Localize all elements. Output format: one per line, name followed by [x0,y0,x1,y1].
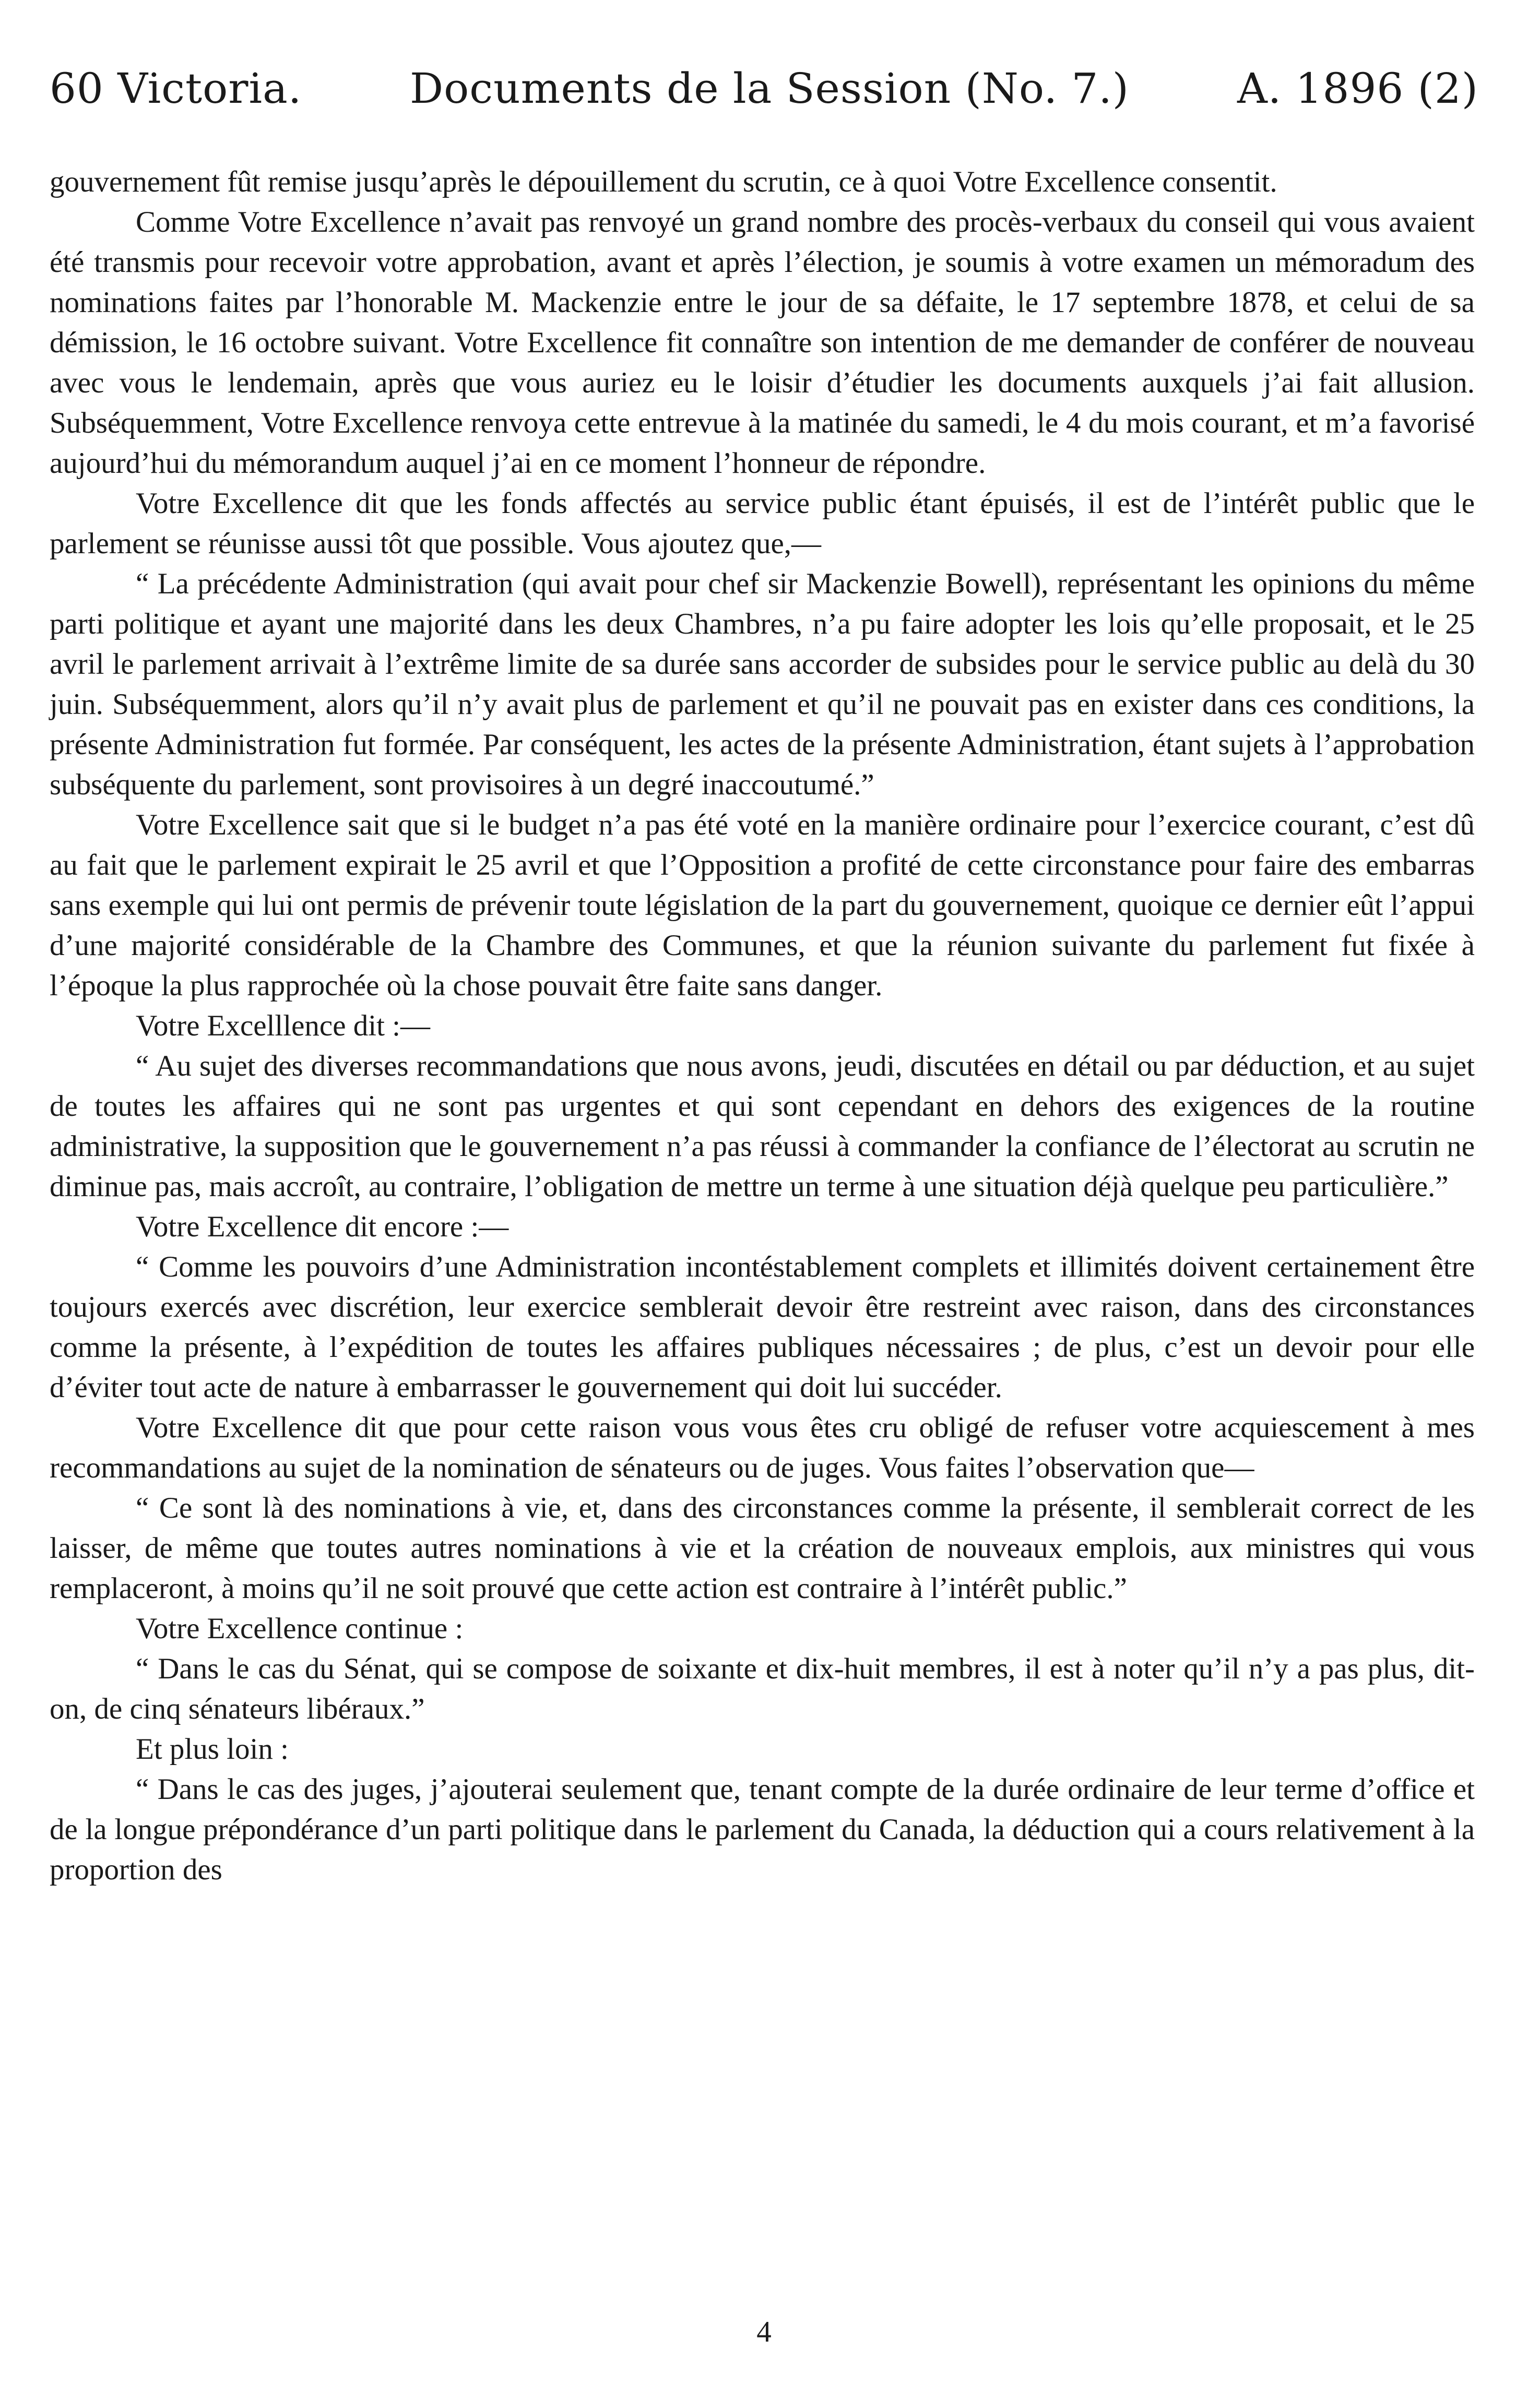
paragraph: Votre Excellence dit que pour cette raison vous vous êtes cru obligé de refuser votre acquiescement à mes recommandations au sujet de la nomination de sénateurs ou de juges. Vous faites l’observation que— [50,1411,1475,1484]
paragraph: “ Dans le cas du Sénat, qui se compose de soixante et dix-huit membres, il est à noter qu’il n’y a pas plus, dit-on, de cinq sénateurs libéraux.” [50,1652,1475,1725]
header-document-title: Documents de la Session (No. 7.) [410,64,1130,113]
paragraph: “ Au sujet des diverses recommandations que nous avons, jeudi, discutées en détail ou par déduction, et au sujet de toutes les affaires qui ne sont pas urgentes et qui sont cependant en dehors des exigences de la routine administrative, la supposition que le gouvernement n’a pas réussi à commander la confiance de l’électorat au scrutin ne diminue pas, mais accroît, au contraire, l’obligation de mettre un terme à une situation déjà quelque peu particulière.” [50,1050,1475,1203]
paragraph: “ Dans le cas des juges, j’ajouterai seulement que, tenant compte de la durée ordinaire de leur terme d’office et de la longue prépondérance d’un parti politique dans le parlement du Canada, la déduction qui a cours relativement à la proportion des [50,1773,1475,1886]
paragraph: “ Ce sont là des nominations à vie, et, dans des circonstances comme la présente, il semblerait correct de les laisser, de même que toutes autres nominations à vie et la création de nouveaux emplois, aux ministres qui vous remplaceront, à moins qu’il ne soit prouvé que cette action est contraire à l’intérêt public.” [50,1492,1475,1605]
paragraph: Votre Excellence dit encore :— [136,1210,509,1243]
page-footer [0,2312,1528,2352]
page-number: 4 [756,2316,772,2349]
body-text [50,162,1475,1890]
paragraph: Votre Excellence sait que si le budget n’a pas été voté en la manière ordinaire pour l’exercice courant, c’est dû au fait que le parlement expirait le 25 avril et que l’Opposition a profité de cette circonstance pour faire des embarras sans exemple qui lui ont permis de prévenir toute législation de la part du gouvernement, quoique ce dernier eût l’appui d’une majorité considérable de la Chambre des Communes, et que la réunion suivante du parlement fut fixée à l’époque la plus rapprochée où la chose pouvait être faite sans danger. [50,808,1475,1002]
paragraph: Votre Excelllence dit :— [136,1009,431,1042]
paragraph: Et plus loin : [136,1733,289,1766]
header-reference: A. 1896 (2) [1237,64,1478,113]
paragraph: Comme Votre Excellence n’avait pas renvoyé un grand nombre des procès-verbaux du conseil qui vous avaient été transmis pour recevoir votre approbation, avant et après l’élection, je soumis à votre examen un mémoradum des nominations faites par l’honorable M. Mackenzie entre le jour de sa défaite, le 17 septembre 1878, et celui de sa démission, le 16 octobre suivant. Votre Excellence fit connaître son intention de me demander de conférer de nouveau avec vous le lendemain, après que vous auriez eu le loisir d’étudier les documents auxquels j’ai fait allusion. Subséquemment, Votre Excellence renvoya cette entrevue à la matinée du samedi, le 4 du mois courant, et m’a favorisé aujourd’hui du mémorandum auquel j’ai en ce moment l’honneur de répondre. [50,206,1475,480]
paragraph: “ Comme les pouvoirs d’une Administration incontéstablement complets et illimités doivent certainement être toujours exercés avec discrétion, leur exercice semblerait devoir être restreint avec raison, dans des circonstances comme la présente, à l’expédition de toutes les affaires publiques nécessaires ; de plus, c’est un devoir pour elle d’éviter tout acte de nature à embarrasser le gouvernement qui doit lui succéder. [50,1250,1475,1404]
header-session-year: 60 Victoria. [50,64,302,113]
paragraph: Votre Excellence continue : [136,1612,464,1645]
paragraph: “ La précédente Administration (qui avait pour chef sir Mackenzie Bowell), représentant les opinions du même parti politique et ayant une majorité dans les deux Chambres, n’a pu faire adopter les lois qu’elle proposait, et le 25 avril le parlement arrivait à l’extrême limite de sa durée sans accorder de subsides pour le service public au delà du 30 juin. Subséquemment, alors qu’il n’y avait plus de parlement et qu’il ne pouvait pas en exister dans ces conditions, la présente Administration fut formée. Par conséquent, les actes de la présente Administration, étant sujets à l’approbation subséquente du parlement, sont provisoires à un degré inaccoutumé.” [50,567,1475,801]
running-header [50,60,1478,117]
paragraph: gouvernement fût remise jusqu’après le dépouillement du scrutin, ce à quoi Votre Excellence consentit. [50,165,1277,198]
paragraph: Votre Excellence dit que les fonds affectés au service public étant épuisés, il est de l’intérêt public que le parlement se réunisse aussi tôt que possible. Vous ajoutez que,— [50,487,1475,560]
